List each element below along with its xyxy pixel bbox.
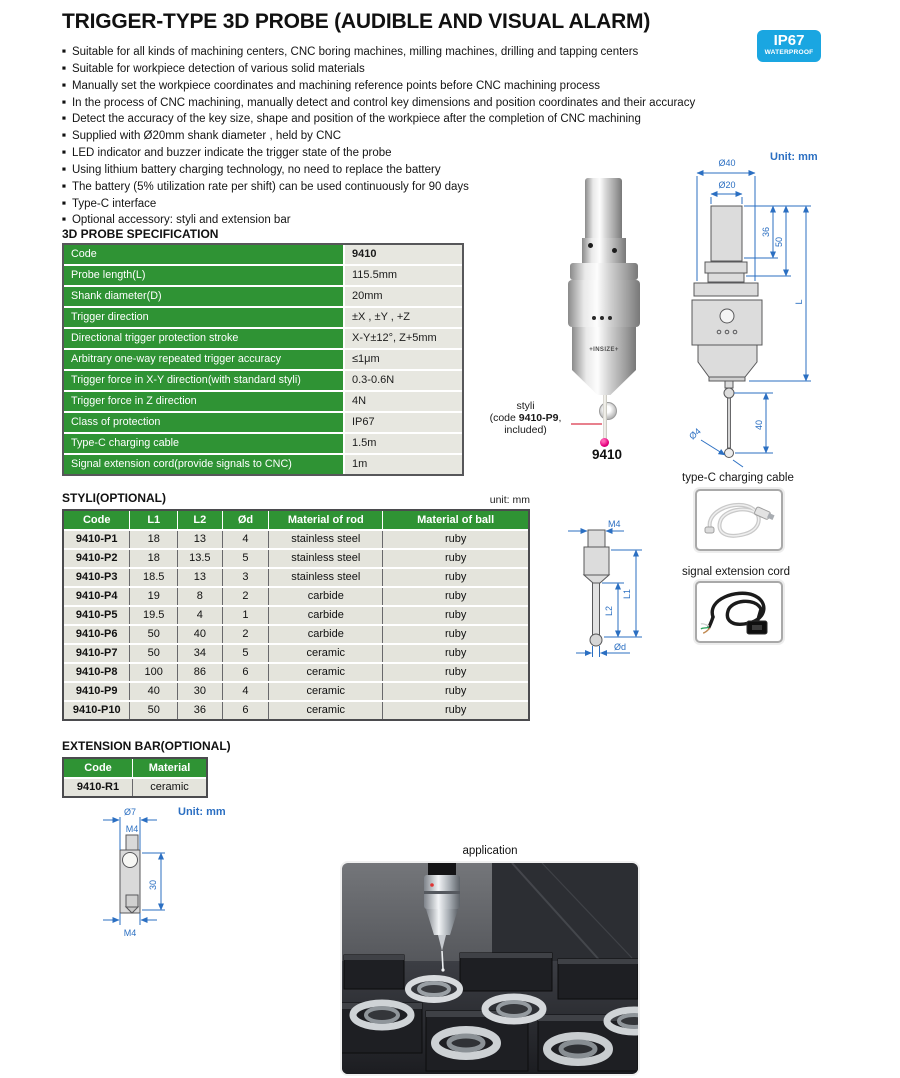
spec-value: 115.5mm bbox=[345, 266, 462, 285]
styli-cell: 5 bbox=[222, 645, 269, 662]
styli-cell: 3 bbox=[222, 569, 269, 586]
styli-cell: 18 bbox=[129, 550, 177, 567]
styli-cell: ruby bbox=[382, 664, 528, 681]
styli-row bbox=[64, 588, 528, 605]
dim-L: L bbox=[794, 299, 804, 305]
styli-cell: 4 bbox=[177, 607, 222, 624]
styli-header-cell: Code bbox=[64, 511, 129, 529]
spec-row bbox=[64, 287, 462, 306]
styli-row bbox=[64, 569, 528, 586]
dim-dd: Ød bbox=[614, 642, 627, 652]
feature-list bbox=[62, 44, 762, 229]
styli-row bbox=[64, 550, 528, 567]
styli-cell: 19.5 bbox=[129, 607, 177, 624]
styli-cell: 13 bbox=[177, 531, 222, 548]
spec-value: 1m bbox=[345, 455, 462, 474]
probe-lower-body bbox=[572, 327, 636, 370]
styli-cell: stainless steel bbox=[268, 550, 382, 567]
probe-ring bbox=[570, 263, 638, 280]
dim-d7: Ø7 bbox=[123, 807, 137, 817]
spec-row bbox=[64, 371, 462, 390]
spec-row bbox=[64, 455, 462, 474]
callout-line1: styli bbox=[516, 400, 535, 412]
spec-value: 1.5m bbox=[345, 434, 462, 453]
styli-cell: 9410-P8 bbox=[64, 664, 129, 681]
styli-cell: 50 bbox=[129, 645, 177, 662]
styli-row bbox=[64, 607, 528, 624]
styli-header-cell: Material of rod bbox=[268, 511, 382, 529]
extension-header-cell: Material bbox=[132, 759, 206, 777]
dim-m4-top: M4 bbox=[125, 824, 139, 834]
dim-d4: Ø4 bbox=[687, 426, 703, 442]
probe-dimension-drawing bbox=[685, 150, 830, 470]
styli-cell: 100 bbox=[129, 664, 177, 681]
styli-cell: carbide bbox=[268, 607, 382, 624]
spec-label: Probe length(L) bbox=[64, 266, 343, 285]
spec-row bbox=[64, 308, 462, 327]
styli-cell: stainless steel bbox=[268, 569, 382, 586]
styli-cell: ruby bbox=[382, 626, 528, 643]
spec-value: 20mm bbox=[345, 287, 462, 306]
styli-row bbox=[64, 531, 528, 548]
feature-item: ■ The battery (5% utilization rate per shift) can be used continuously for 90 days bbox=[62, 179, 762, 196]
drawing-unit-label: Unit: mm bbox=[770, 151, 818, 163]
probe-collar bbox=[582, 238, 626, 263]
dim-m4-bottom: M4 bbox=[123, 928, 137, 938]
styli-cell: 2 bbox=[222, 626, 269, 643]
spec-label: Shank diameter(D) bbox=[64, 287, 343, 306]
styli-dimension-drawing bbox=[556, 500, 676, 675]
styli-cell: 40 bbox=[177, 626, 222, 643]
spec-heading: 3D PROBE SPECIFICATION bbox=[62, 227, 219, 241]
styli-cell: 6 bbox=[222, 664, 269, 681]
dim-d20: Ø20 bbox=[718, 180, 736, 190]
callout-line2: (code 9410-P9, bbox=[489, 411, 562, 424]
dim-m4: M4 bbox=[608, 519, 621, 529]
styli-cell: 8 bbox=[177, 588, 222, 605]
application-photo bbox=[340, 861, 640, 1076]
spec-label: Type-C charging cable bbox=[64, 434, 343, 453]
spec-value: X-Y±12°, Z+5mm bbox=[345, 329, 462, 348]
spec-value: ±X , ±Y , +Z bbox=[345, 308, 462, 327]
typec-plug bbox=[705, 527, 714, 533]
dim-36: 36 bbox=[761, 226, 771, 238]
styli-header-cell: Ød bbox=[222, 511, 269, 529]
spec-row bbox=[64, 434, 462, 453]
styli-cell: 86 bbox=[177, 664, 222, 681]
signal-cord-label: signal extension cord bbox=[682, 566, 791, 578]
styli-cell: 1 bbox=[222, 607, 269, 624]
styli-cell: 2 bbox=[222, 588, 269, 605]
extension-bar-diagram bbox=[95, 805, 240, 945]
feature-item: ■ Detect the accuracy of the key size, shape and position of the workpiece after the completion of CNC machining bbox=[62, 111, 762, 128]
styli-cell: ruby bbox=[382, 531, 528, 548]
styli-cell: ceramic bbox=[268, 664, 382, 681]
ip67-waterproof-badge bbox=[757, 30, 821, 62]
probe-model-label: 9410 bbox=[591, 447, 623, 462]
styli-cell: 9410-P7 bbox=[64, 645, 129, 662]
spec-label: Signal extension cord(provide signals to CNC) bbox=[64, 455, 343, 474]
styli-cell: ruby bbox=[382, 569, 528, 586]
probe-photo bbox=[563, 170, 643, 470]
spec-value: 0.3-0.6N bbox=[345, 371, 462, 390]
styli-cell: 9410-P6 bbox=[64, 626, 129, 643]
spec-row bbox=[64, 413, 462, 432]
spec-value: IP67 bbox=[345, 413, 462, 432]
probe-body bbox=[568, 280, 640, 327]
spec-value: ≤1μm bbox=[345, 350, 462, 369]
styli-cell: 30 bbox=[177, 683, 222, 700]
callout-leader-line bbox=[571, 423, 602, 425]
feature-item: ■ Using lithium battery charging technology, no need to replace the battery bbox=[62, 162, 762, 179]
dim-30: 30 bbox=[148, 879, 158, 891]
styli-cell: 18 bbox=[129, 531, 177, 548]
styli-cell: ruby bbox=[382, 645, 528, 662]
brand-mark: +INSIZE+ bbox=[589, 347, 619, 353]
ruby-ball bbox=[600, 438, 609, 447]
styli-cell: 50 bbox=[129, 626, 177, 643]
styli-cell: ceramic bbox=[268, 702, 382, 719]
spec-value: 9410 bbox=[345, 245, 462, 264]
styli-cell: ruby bbox=[382, 683, 528, 700]
spec-label: Class of protection bbox=[64, 413, 343, 432]
styli-row bbox=[64, 683, 528, 700]
extension-unit-label: Unit: mm bbox=[178, 806, 226, 818]
styli-table bbox=[62, 509, 530, 721]
spec-label: Trigger direction bbox=[64, 308, 343, 327]
extension-header-cell: Code bbox=[64, 759, 132, 777]
styli-cell: 9410-P4 bbox=[64, 588, 129, 605]
styli-cell: 5 bbox=[222, 550, 269, 567]
dim-l2: L2 bbox=[604, 605, 614, 617]
styli-header-cell: L1 bbox=[129, 511, 177, 529]
dim-40: 40 bbox=[754, 419, 764, 431]
styli-cell: 6 bbox=[222, 702, 269, 719]
styli-heading: STYLI(OPTIONAL) bbox=[62, 491, 166, 505]
extension-heading: EXTENSION BAR(OPTIONAL) bbox=[62, 739, 231, 753]
feature-item: ■ Suitable for workpiece detection of various solid materials bbox=[62, 61, 762, 78]
feature-item: ■ Type-C interface bbox=[62, 196, 762, 213]
spec-label: Trigger force in X-Y direction(with standard styli) bbox=[64, 371, 343, 390]
styli-cell: 19 bbox=[129, 588, 177, 605]
spec-label: Directional trigger protection stroke bbox=[64, 329, 343, 348]
styli-cell: ruby bbox=[382, 702, 528, 719]
styli-cell: 34 bbox=[177, 645, 222, 662]
spec-label: Trigger force in Z direction bbox=[64, 392, 343, 411]
application-caption: application bbox=[462, 845, 518, 857]
styli-cell: 9410-P10 bbox=[64, 702, 129, 719]
styli-header-cell: Material of ball bbox=[382, 511, 528, 529]
styli-cell: ruby bbox=[382, 588, 528, 605]
spec-row bbox=[64, 350, 462, 369]
probe-shank bbox=[585, 178, 622, 238]
styli-cell: 9410-P5 bbox=[64, 607, 129, 624]
typec-cable-photo bbox=[695, 489, 783, 551]
spec-value: 4N bbox=[345, 392, 462, 411]
styli-cell: 9410-P9 bbox=[64, 683, 129, 700]
callout-line3: included) bbox=[504, 423, 547, 436]
styli-cell: 50 bbox=[129, 702, 177, 719]
styli-cell: ruby bbox=[382, 550, 528, 567]
styli-cell: 18.5 bbox=[129, 569, 177, 586]
page-title: TRIGGER-TYPE 3D PROBE (AUDIBLE AND VISUAL ALARM) bbox=[62, 10, 651, 33]
feature-item: ■ Optional accessory: styli and extension bar bbox=[62, 212, 762, 229]
spec-row bbox=[64, 392, 462, 411]
styli-row bbox=[64, 664, 528, 681]
styli-cell: ruby bbox=[382, 607, 528, 624]
styli-row bbox=[64, 645, 528, 662]
extension-table bbox=[62, 757, 208, 798]
styli-cell: ceramic bbox=[268, 645, 382, 662]
badge-subtext: WATERPROOF bbox=[764, 49, 814, 56]
spec-table bbox=[62, 243, 464, 476]
styli-cell: 9410-P2 bbox=[64, 550, 129, 567]
spec-row bbox=[64, 329, 462, 348]
signal-cord-photo bbox=[695, 581, 783, 643]
styli-cell: stainless steel bbox=[268, 531, 382, 548]
styli-header-cell: L2 bbox=[177, 511, 222, 529]
stylus-rod bbox=[603, 395, 607, 439]
styli-callout bbox=[478, 401, 573, 436]
styli-row bbox=[64, 702, 528, 719]
feature-item: ■ LED indicator and buzzer indicate the trigger state of the probe bbox=[62, 145, 762, 162]
styli-cell: 4 bbox=[222, 683, 269, 700]
dim-l1: L1 bbox=[622, 588, 632, 600]
styli-cell: 36 bbox=[177, 702, 222, 719]
led-indicator bbox=[599, 402, 617, 420]
feature-item: ■ Suitable for all kinds of machining centers, CNC boring machines, milling machines, drilling and tapping centers bbox=[62, 44, 762, 61]
feature-item: ■ In the process of CNC machining, manually detect and control key dimensions and position coordinates and their accuracy bbox=[62, 95, 762, 112]
probe-cone bbox=[572, 370, 636, 395]
extension-cell: 9410-R1 bbox=[64, 779, 132, 796]
spec-label: Code bbox=[64, 245, 343, 264]
styli-cell: ceramic bbox=[268, 683, 382, 700]
extension-row bbox=[64, 779, 206, 796]
styli-cell: 13 bbox=[177, 569, 222, 586]
feature-item: ■ Manually set the workpiece coordinates and machining reference points before CNC machining process bbox=[62, 78, 762, 95]
dim-d40: Ø40 bbox=[718, 158, 736, 168]
styli-row bbox=[64, 626, 528, 643]
spec-row bbox=[64, 266, 462, 285]
dim-50: 50 bbox=[774, 236, 784, 248]
extension-cell: ceramic bbox=[132, 779, 206, 796]
styli-cell: carbide bbox=[268, 626, 382, 643]
styli-cell: carbide bbox=[268, 588, 382, 605]
spec-label: Arbitrary one-way repeated trigger accuracy bbox=[64, 350, 343, 369]
styli-header-row bbox=[64, 511, 528, 529]
styli-unit-label: unit: mm bbox=[489, 494, 530, 506]
styli-cell: 9410-P3 bbox=[64, 569, 129, 586]
extension-header-row bbox=[64, 759, 206, 777]
badge-rating: IP67 bbox=[773, 32, 805, 49]
spec-row bbox=[64, 245, 462, 264]
typec-cable-label: type-C charging cable bbox=[682, 472, 794, 484]
styli-cell: 40 bbox=[129, 683, 177, 700]
styli-cell: 4 bbox=[222, 531, 269, 548]
styli-cell: 13.5 bbox=[177, 550, 222, 567]
styli-cell: 9410-P1 bbox=[64, 531, 129, 548]
feature-item: ■ Supplied with Ø20mm shank diameter , held by CNC bbox=[62, 128, 762, 145]
